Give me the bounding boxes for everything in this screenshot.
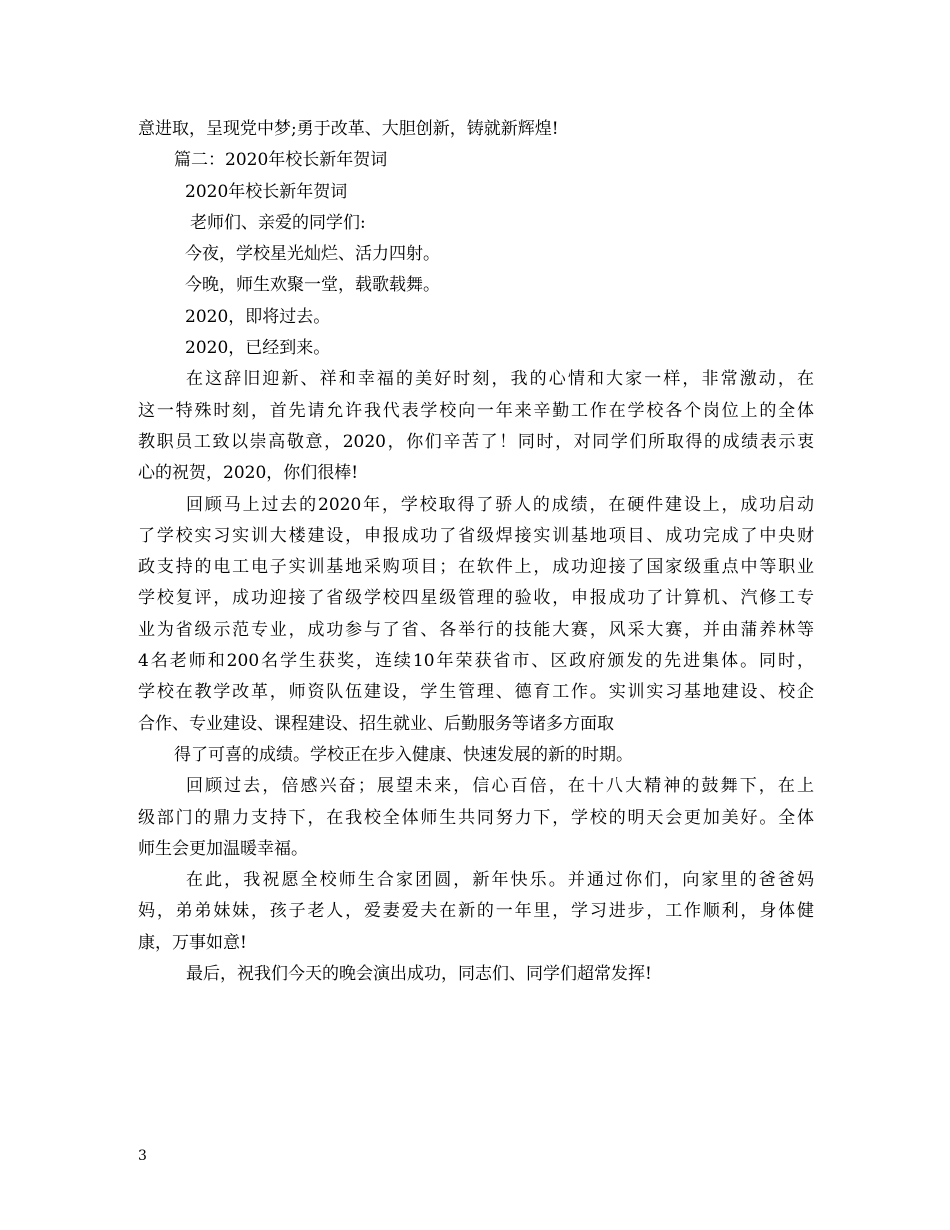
page-number: 3 xyxy=(138,1148,147,1164)
paragraph-line: 回顾马上过去的2020年，学校取得了骄人的成绩，在硬件建设上，成功启动 xyxy=(186,494,814,515)
body-line: 意进取，呈现党中梦;勇于改革、大胆创新，铸就新辉煌! xyxy=(138,119,559,139)
paragraph-line: 在这辞旧迎新、祥和幸福的美好时刻，我的心情和大家一样，非常激动，在 xyxy=(186,369,814,390)
speech-title: 2020年校长新年贺词 xyxy=(185,181,348,202)
body-line: 今晚，师生欢聚一堂，载歌载舞。 xyxy=(185,275,440,296)
paragraph-line: 回顾过去，倍感兴奋；展望未来，信心百倍，在十八大精神的鼓舞下，在上 xyxy=(186,776,814,797)
paragraph-line: 心的祝贺，2020，你们很棒! xyxy=(138,463,359,484)
paragraph-line: 学校在教学改革，师资队伍建设，学生管理、德育工作。实训实习基地建设、校企 xyxy=(138,682,814,703)
paragraph-line: 学校复评，成功迎接了省级学校四星级管理的验收，申报成功了计算机、汽修工专 xyxy=(138,588,814,609)
paragraph-line: 政支持的电工电子实训基地采购项目；在软件上，成功迎接了国家级重点中等职业 xyxy=(138,557,814,578)
paragraph-line: 这一特殊时刻，首先请允许我代表学校向一年来辛勤工作在学校各个岗位上的全体 xyxy=(138,400,814,421)
paragraph-line: 合作、专业建设、课程建设、招生就业、后勤服务等诸多方面取 xyxy=(138,713,614,734)
paragraph-line: 师生会更加温暖幸福。 xyxy=(138,838,308,859)
paragraph-line: 最后，祝我们今天的晚会演出成功，同志们、同学们超常发挥! xyxy=(186,964,652,985)
paragraph-line: 在此，我祝愿全校师生合家团圆，新年快乐。并通过你们，向家里的爸爸妈 xyxy=(186,870,814,891)
paragraph-line: 级部门的鼎力支持下，在我校全体师生共同努力下，学校的明天会更加美好。全体 xyxy=(138,807,814,828)
paragraph-line: 业为省级示范专业，成功参与了省、各举行的技能大赛，风采大赛，并由蒲养林等 xyxy=(138,619,814,640)
paragraph-line: 教职员工致以崇高敬意，2020，你们辛苦了！同时，对同学们所取得的成绩表示衷 xyxy=(138,431,814,452)
paragraph-line: 康，万事如意! xyxy=(138,932,247,953)
body-line: 2020，即将过去。 xyxy=(185,306,331,327)
paragraph-line: 了学校实习实训大楼建设，申报成功了省级焊接实训基地项目、成功完成了中央财 xyxy=(138,525,814,546)
section-heading: 篇二：2020年校长新年贺词 xyxy=(174,150,388,171)
body-line: 今夜，学校星光灿烂、活力四射。 xyxy=(185,244,440,265)
document-body xyxy=(138,114,814,990)
paragraph-line: 4名老师和200名学生获奖，连续10年荣获省市、区政府颁发的先进集体。同时， xyxy=(138,651,814,672)
paragraph-line: 得了可喜的成绩。学校正在步入健康、快速发展的新的时期。 xyxy=(174,744,633,765)
body-line: 2020，已经到来。 xyxy=(185,338,331,359)
paragraph-line: 妈，弟弟妹妹，孩子老人，爱妻爱夫在新的一年里，学习进步，工作顺利，身体健 xyxy=(138,901,814,922)
salutation: 老师们、亲爱的同学们: xyxy=(190,212,366,233)
